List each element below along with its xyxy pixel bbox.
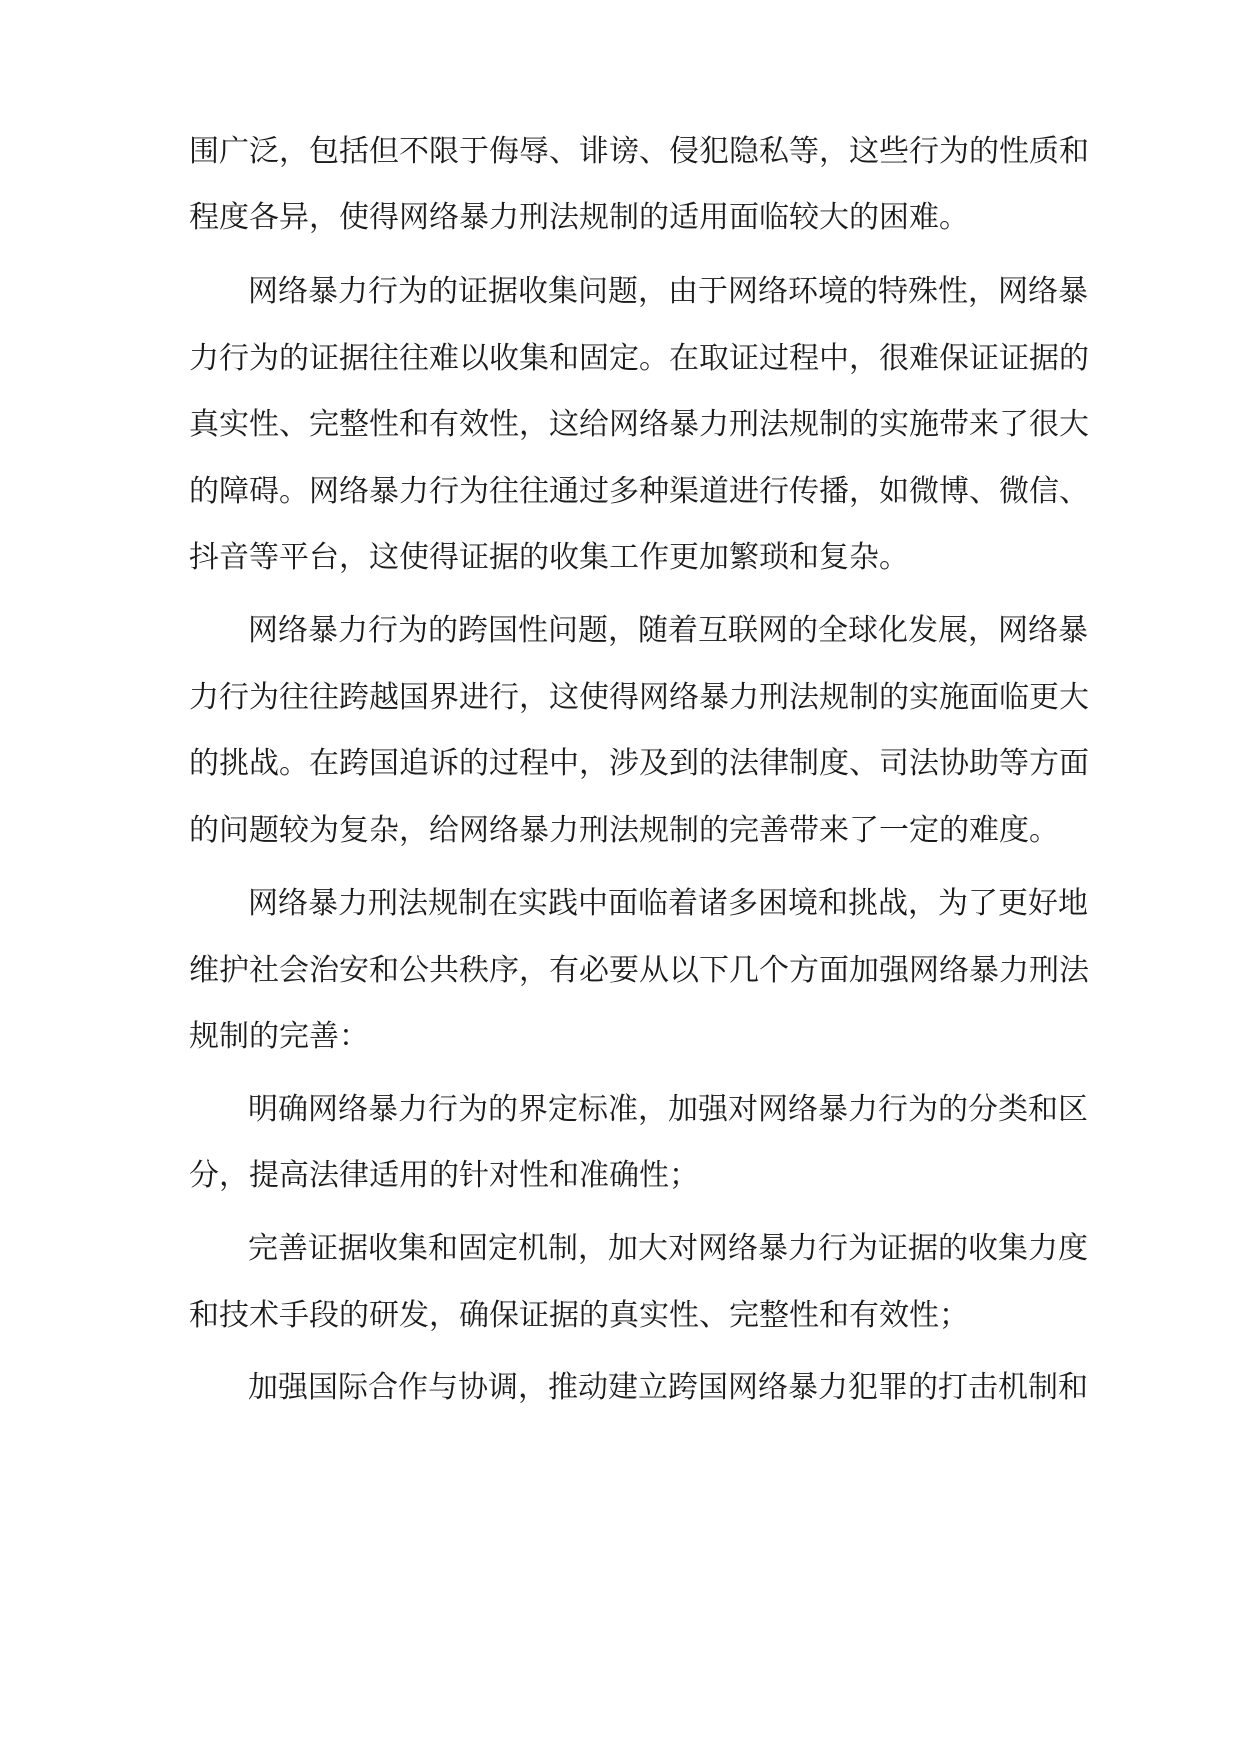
text-line: 真实性、完整性和有效性，这给网络暴力刑法规制的实施带来了很大	[189, 407, 1089, 442]
paragraph-first-line: 完善证据收集和固定机制，加大对网络暴力行为证据的收集力度	[248, 1231, 1088, 1266]
paragraph-first-line: 网络暴力行为的证据收集问题，由于网络环境的特殊性，网络暴	[248, 274, 1088, 309]
text-line: 抖音等平台，这使得证据的收集工作更加繁琐和复杂。	[189, 540, 909, 575]
text-line: 和技术手段的研发，确保证据的真实性、完整性和有效性；	[189, 1298, 969, 1333]
text-line: 分，提高法律适用的针对性和准确性；	[189, 1158, 699, 1193]
paragraph-first-line: 网络暴力行为的跨国性问题，随着互联网的全球化发展，网络暴	[248, 613, 1088, 648]
text-line: 围广泛，包括但不限于侮辱、诽谤、侵犯隐私等，这些行为的性质和	[189, 134, 1089, 169]
text-line: 的障碍。网络暴力行为往往通过多种渠道进行传播，如微博、微信、	[189, 474, 1089, 509]
paragraph-first-line: 明确网络暴力行为的界定标准，加强对网络暴力行为的分类和区	[248, 1092, 1088, 1127]
text-line: 维护社会治安和公共秩序，有必要从以下几个方面加强网络暴力刑法	[189, 953, 1089, 988]
text-line: 力行为往往跨越国界进行，这使得网络暴力刑法规制的实施面临更大	[189, 680, 1089, 715]
text-line: 的挑战。在跨国追诉的过程中，涉及到的法律制度、司法协助等方面	[189, 746, 1089, 781]
paragraph-first-line: 加强国际合作与协调，推动建立跨国网络暴力犯罪的打击机制和	[248, 1370, 1088, 1405]
paragraph-first-line: 网络暴力刑法规制在实践中面临着诸多困境和挑战，为了更好地	[248, 886, 1088, 921]
text-line: 的问题较为复杂，给网络暴力刑法规制的完善带来了一定的难度。	[189, 813, 1059, 848]
text-line: 规制的完善：	[189, 1019, 369, 1054]
text-line: 程度各异，使得网络暴力刑法规制的适用面临较大的困难。	[189, 200, 969, 235]
text-line: 力行为的证据往往难以收集和固定。在取证过程中，很难保证证据的	[189, 341, 1089, 376]
